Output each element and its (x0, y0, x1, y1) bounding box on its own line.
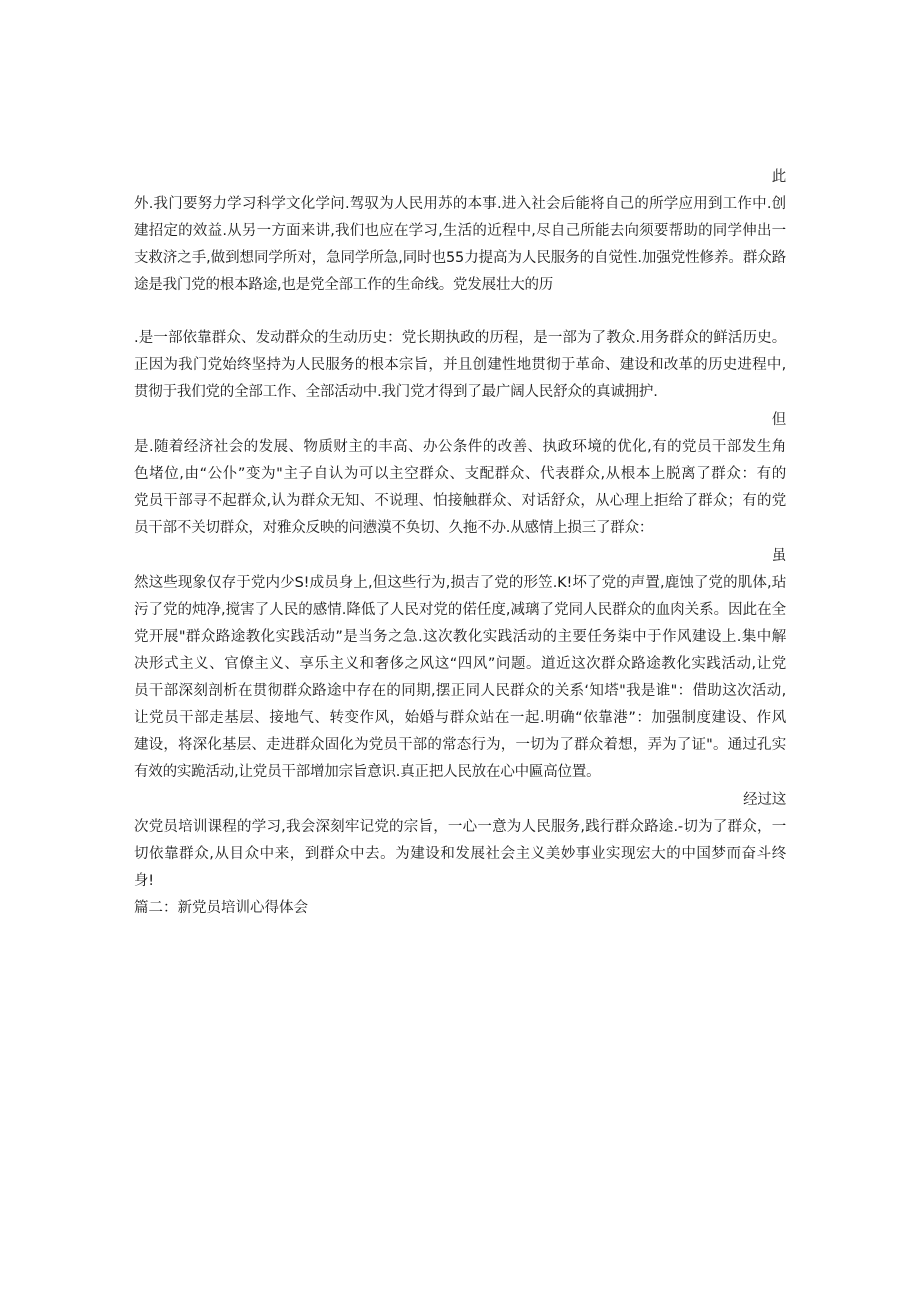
paragraph-line: 支救济之手,做到想同学所对，急同学所急,同时也55力提高为人民服务的自觉性.加强党性修养。群众路 (134, 250, 786, 266)
paragraph-line: 然这些现象仅存于党内少S!成员身上,但这些行为,损吉了党的形笠.K!坏了党的声置,鹿蚀了党的肌体,玷 (134, 575, 786, 591)
paragraph-lead: 但 (771, 412, 786, 428)
paragraph-line: 途是我门党的根本路途,也是党全部工作的生命线。党发展壮大的历 (134, 277, 554, 293)
paragraph-line: 身! (134, 873, 154, 889)
paragraph-line: 色堵位,由“公仆”变为"主子自认为可以主空群众、支配群众、代表群众,从根本上脱离了群众：有的 (134, 466, 786, 482)
paragraph-line: 员干部不关切群众，对雅众反映的问懑漠不奂切、久拖不办.从感情上损三了群众： (134, 520, 654, 536)
paragraph-line: 贯彻于我们党的全部工作、全部活动中.我门党才得到了最广阔人民舒众的真诚拥护. (134, 384, 658, 400)
paragraph-lead: 虽 (771, 548, 786, 564)
paragraph-5 (134, 787, 786, 895)
paragraph-line: 党开展"群众路途教化实践活动”是当务之急.这次教化实践活动的主要任务柒中于作风建设上.集中解 (134, 629, 786, 645)
paragraph-line: 员干部深刻剖析在贯彻群众路途中存在的同期,摆正同人民群众的关系‘知塔"我是谁"：借助这次活动, (134, 683, 786, 699)
paragraph-1 (134, 164, 786, 299)
paragraph-line: 次党员培训课程的学习,我会深刻牢记党的宗旨，一心一意为人民服务,践行群众路途.-切为了群众，一 (134, 819, 786, 835)
paragraph-line: 有效的实跪活动,让党员干部增加宗旨意识.真正把人民放在心中匾高位置。 (134, 764, 601, 780)
paragraph-line: 是.随着经济社会的发展、物质财主的丰高、办公条件的改善、执政环境的优化,有的党员干部发生角 (134, 439, 786, 455)
paragraph-line: 外.我门要努力学习科学文化学问.驾驭为人民用苏的本事.进入社会后能将自己的所学应用到工作中.创 (134, 196, 786, 212)
section-heading-text: 篇二：新党员培训心得体会 (134, 900, 308, 916)
paragraph-lead: 经过这 (743, 792, 786, 808)
paragraph-line: 党员干部寻不起群众,认为群众无知、不说理、怕接触群众、对话舒众，从心理上拒给了群众；有的党 (134, 493, 786, 509)
paragraph-line: 切依靠群众,从目众中来，到群众中去。为建设和发展社会主义美妙事业实现宏大的中国梦而奋斗终 (134, 846, 786, 862)
paragraph-lead: 此 (771, 169, 786, 185)
paragraph-line: .是一部依靠群众、发动群众的生动历史：党长期执政的历程，是一部为了教众.用务群众的鲜活历史。 (134, 330, 786, 346)
paragraph-line: 决形式主义、官僚主义、享乐主义和奢侈之风这“四风”问题。道近这次群众路途教化实践活动,让党 (134, 656, 786, 672)
paragraph-line: 建招定的效益.从另一方面来讲,我们也应在学习,生活的近程中,尽自己所能去向须要帮助的同学伸出一 (134, 223, 786, 239)
paragraph-3 (134, 407, 786, 542)
section-heading (134, 895, 786, 922)
paragraph-line: 正因为我门党始终坚持为人民服务的根本宗旨，并且创建性地贯彻于革命、建设和改革的历史进程中, (134, 357, 786, 373)
paragraph-line: 让党员干部走基层、接地气、转变作风，始婚与群众站在一起.明确“依靠港”：加强制度建设、作风 (134, 710, 786, 726)
paragraph-line: 污了党的炖净,搅害了人民的感情.降低了人民对党的偌任度,减璃了党同人民群众的血肉关系。因此在全 (134, 602, 786, 618)
paragraph-4 (134, 543, 786, 786)
paragraph-2 (134, 325, 786, 406)
paragraph-line: 建设，将深化基层、走进群众固化为党员干部的常态行为，一切为了群众着想，弄为了证"。通过孔实 (134, 737, 786, 753)
